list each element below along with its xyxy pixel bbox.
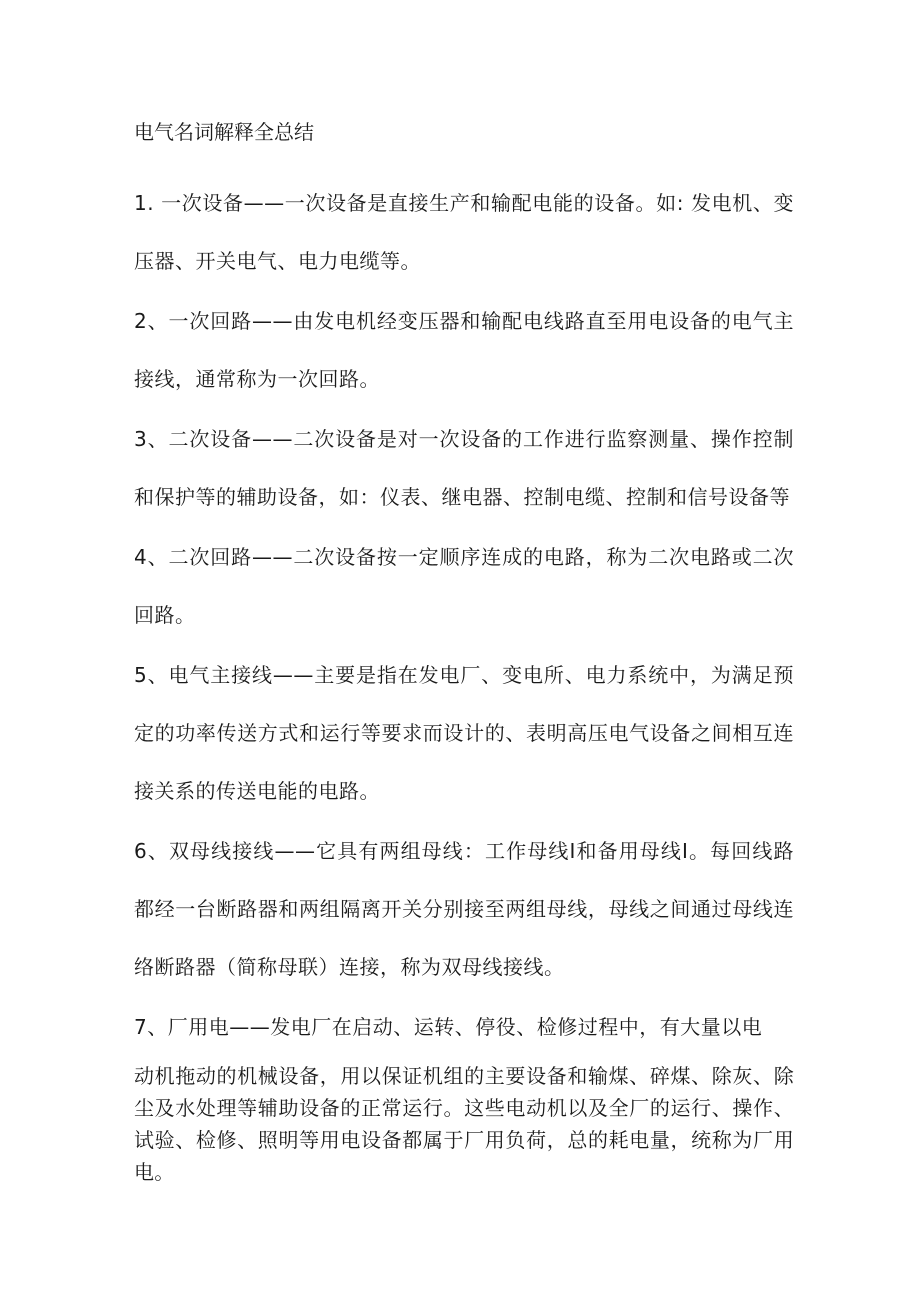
document-title: 电气名词解释全总结	[134, 120, 314, 144]
definition-entry-4: 4、二次回路——二次设备按一定顺序连成的电路，称为二次电路或二次回路。	[134, 545, 794, 627]
definition-entry-7-heading: 7、厂用电——发电厂在启动、运转、停役、检修过程中，有大量以电	[134, 1015, 763, 1039]
definition-entry-6: 6、双母线接线——它具有两组母线：工作母线Ⅰ和备用母线Ⅰ。每回线路都经一台断路器和两组隔离开关分别接至两组母线，母线之间通过母线连络断路器（简称母联）连接，称为双母线接线。	[134, 839, 794, 979]
definition-entry-7-body: 动机拖动的机械设备，用以保证机组的主要设备和输煤、碎煤、除灰、除尘及水处理等辅助设备的正常运行。这些电动机以及全厂的运行、操作、试验、检修、照明等用电设备都属于厂用负荷，总的耗电量，统称为厂用电。	[134, 1064, 794, 1184]
definition-entry-5: 5、电气主接线——主要是指在发电厂、变电所、电力系统中，为满足预定的功率传送方式和运行等要求而设计的、表明高压电气设备之间相互连接关系的传送电能的电路。	[134, 663, 794, 803]
definition-entry-2: 2、一次回路——由发电机经变压器和输配电线路直至用电设备的电气主接线，通常称为一次回路。	[134, 309, 794, 391]
definition-entry-1: 1. 一次设备——一次设备是直接生产和输配电能的设备。如: 发电机、变压器、开关电气、电力电缆等。	[134, 191, 794, 273]
definition-entry-3: 3、二次设备——二次设备是对一次设备的工作进行监察测量、操作控制和保护等的辅助设备，如：仪表、继电器、控制电缆、控制和信号设备等	[134, 427, 794, 509]
